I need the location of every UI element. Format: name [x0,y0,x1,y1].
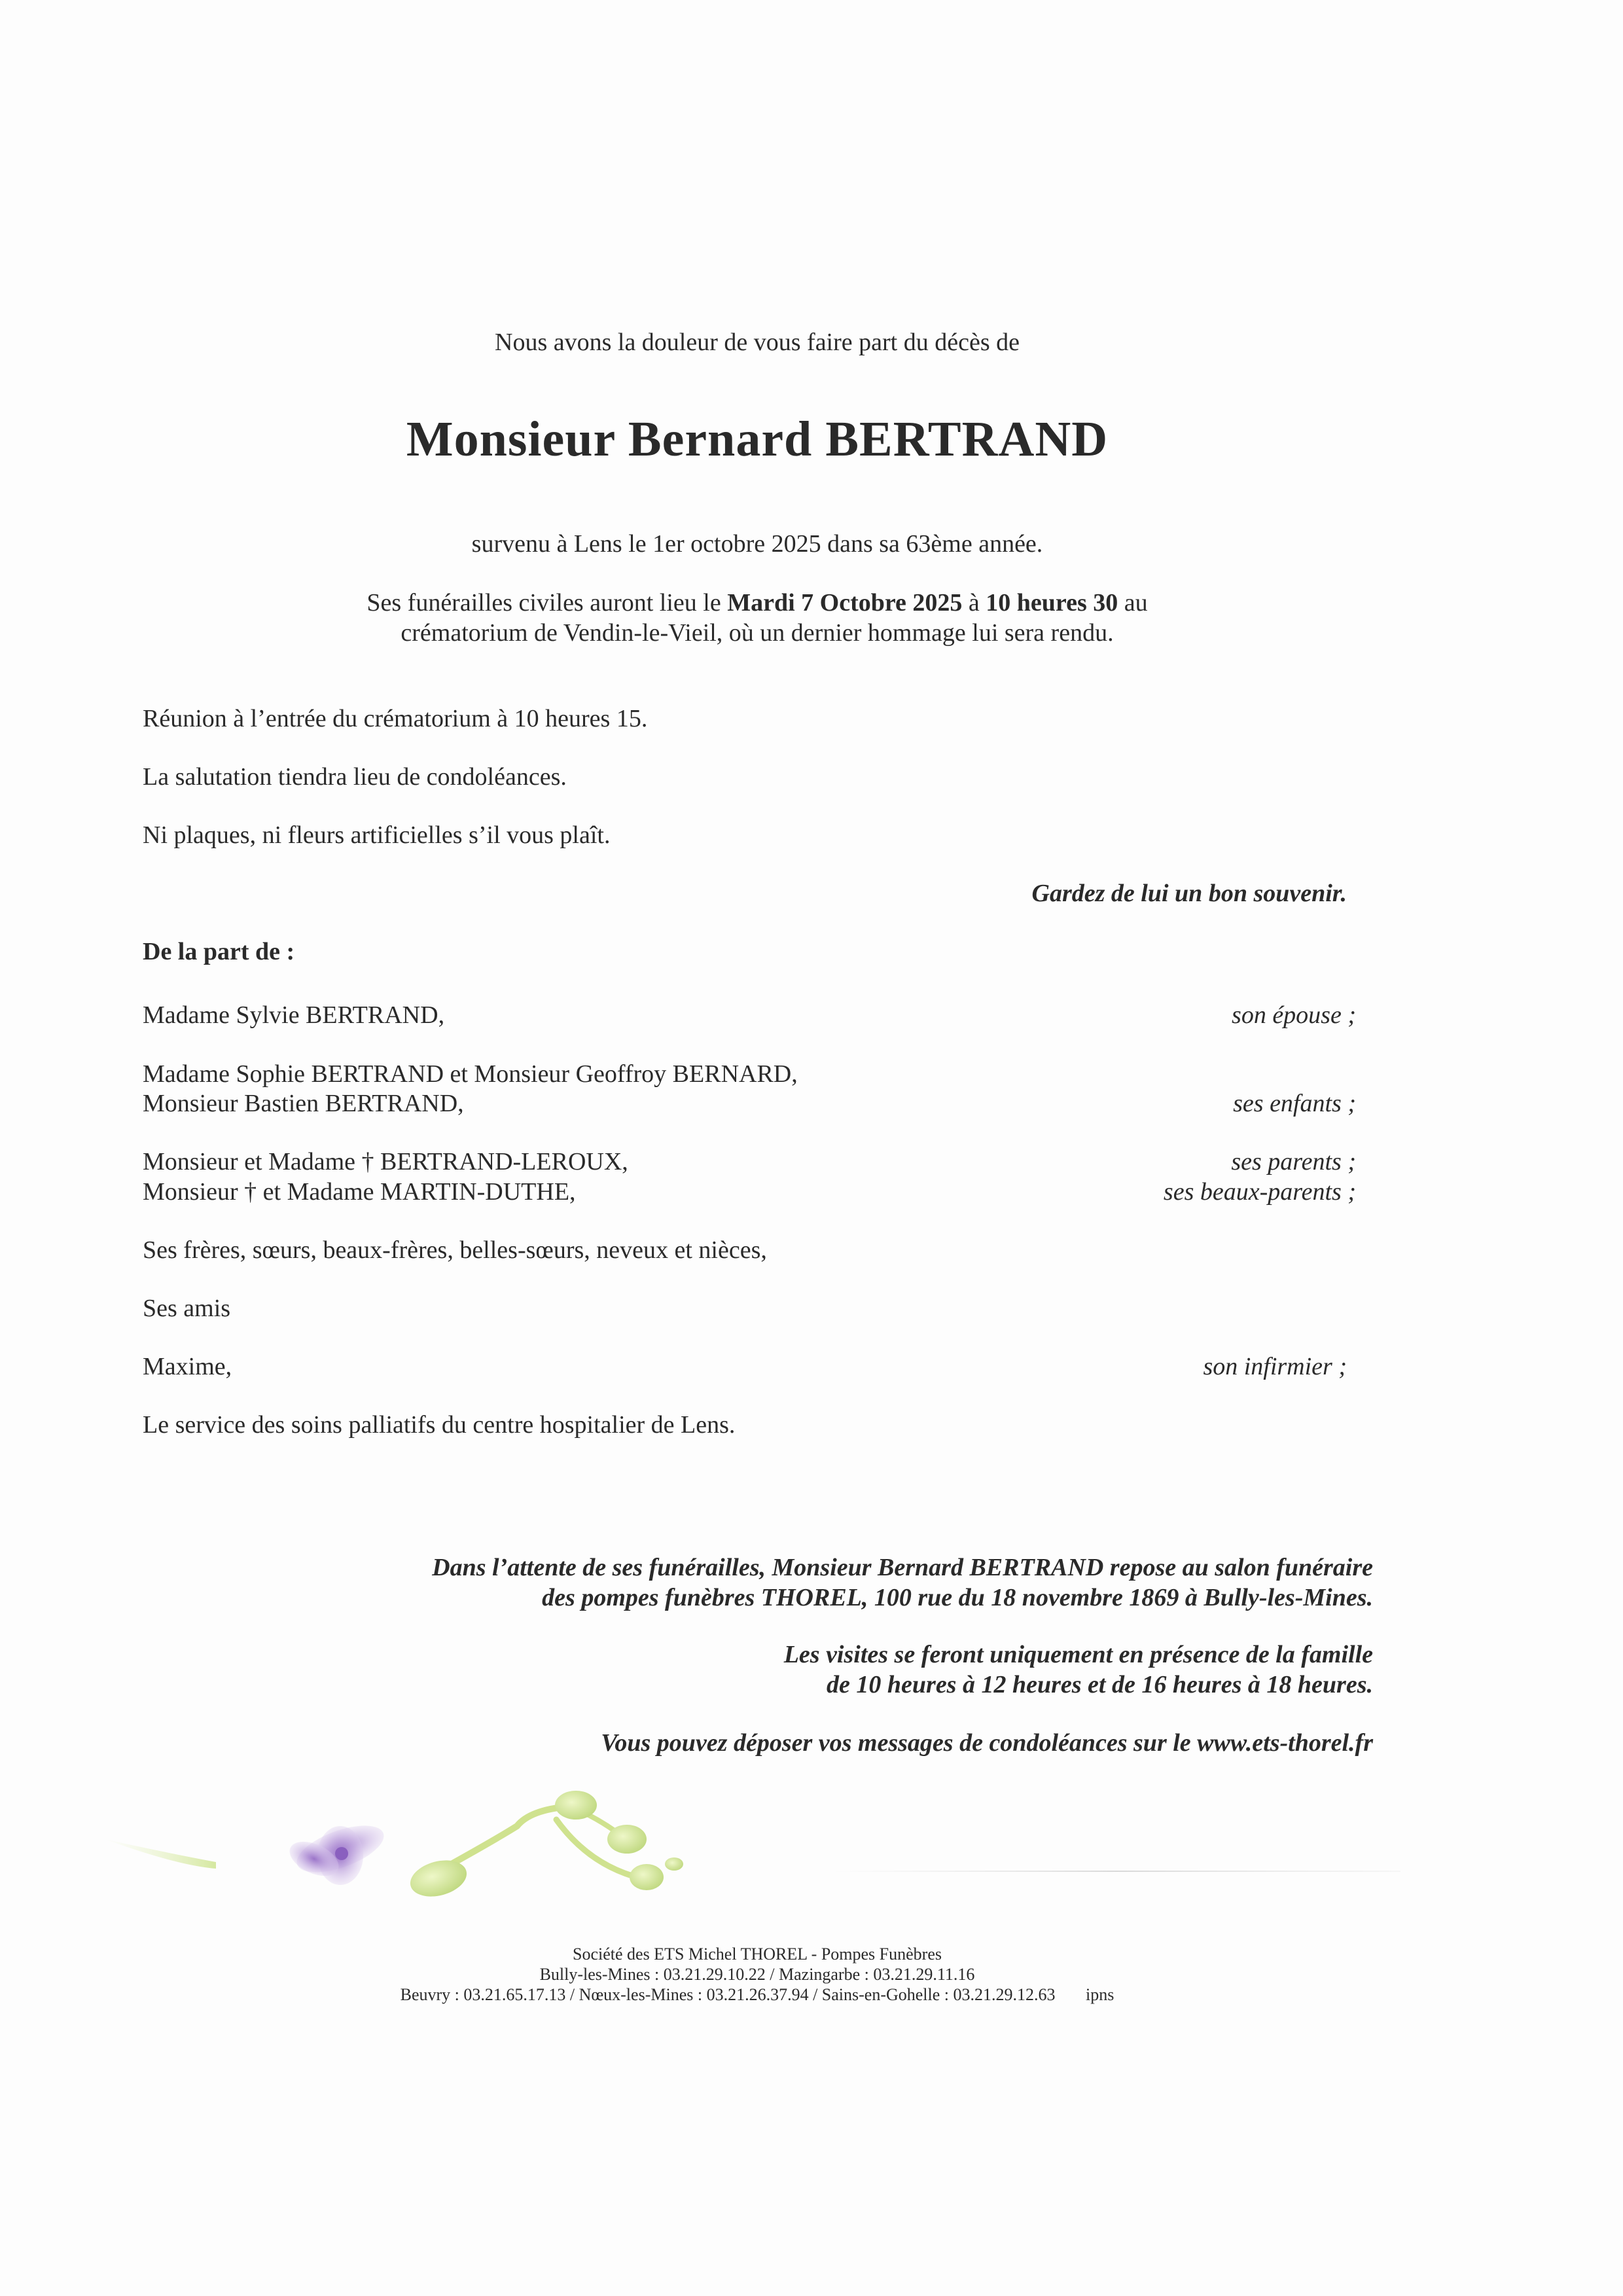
footer-tag: ipns [1086,1985,1115,2004]
nurse-name: Maxime, [143,1353,232,1380]
family-friends: Ses amis [143,1295,231,1322]
bud-3 [607,1825,647,1854]
intro-text: Nous avons la douleur de vous faire part du décès de [495,329,1020,356]
visits-line-1: Les visites se feront uniquement en présence de la famille [783,1641,1373,1668]
children-relation: ses enfants ; [1233,1090,1356,1117]
death-line: survenu à Lens le 1er octobre 2025 dans sa 63ème année. [471,530,1043,558]
note-salutation: La salutation tiendra lieu de condoléances. [143,763,567,791]
family-inlaws [143,1177,1356,1207]
funeral-line-2: crématorium de Vendin-le-Vieil, où un dernier hommage lui sera rendu. [401,619,1114,647]
funeral-mid: à [962,589,986,617]
footer-phones-2 [0,1984,1514,2005]
visits-line-2: de 10 heures à 12 heures et de 16 heures à 18 heures. [827,1671,1373,1698]
divider-line [831,1871,1400,1872]
leaf-stroke [105,1839,216,1869]
note-flowers: Ni plaques, ni fleurs artificielles s’il vous plaît. [143,821,611,849]
footer-phones-1: Bully-les-Mines : 03.21.29.10.22 / Mazingarbe : 03.21.29.11.16 [539,1965,975,1984]
souvenir-text: Gardez de lui un bon souvenir. [1031,880,1347,907]
family-service: Le service des soins palliatifs du centre hospitalier de Lens. [143,1411,736,1439]
funeral-time: 10 heures 30 [986,589,1118,617]
funeral-date: Mardi 7 Octobre 2025 [727,589,963,617]
family-child-1: Madame Sophie BERTRAND et Monsieur Geoffroy BERNARD, [143,1060,798,1088]
inlaws-name: Monsieur † et Madame MARTIN-DUTHE, [143,1178,576,1206]
funeral-suffix: au [1118,589,1148,617]
parents-name: Monsieur et Madame † BERTRAND-LEROUX, [143,1148,628,1175]
condolences-web: Vous pouvez déposer vos messages de condoléances sur le www.ets-thorel.fr [601,1729,1373,1757]
footer-company: Société des ETS Michel THOREL - Pompes Funèbres [573,1945,942,1964]
rest-line-1: Dans l’attente de ses funérailles, Monsieur Bernard BERTRAND repose au salon funéraire [432,1554,1373,1581]
family-nurse [143,1352,1347,1382]
deceased-name: Monsieur Bernard BERTRAND [406,412,1109,467]
rest-line-2: des pompes funèbres THOREL, 100 rue du 18 novembre 1869 à Bully-les-Mines. [542,1584,1373,1611]
bud-4 [630,1864,664,1890]
orchid-decoration [98,1780,1407,1937]
parents-relation: ses parents ; [1231,1148,1356,1175]
inlaws-relation: ses beaux-parents ; [1163,1178,1356,1206]
bud-2 [555,1791,597,1820]
from-label: De la part de : [143,938,295,965]
funeral-line-1 [0,588,1514,618]
wife-relation: son épouse ; [1232,1001,1356,1029]
family-parents [143,1147,1356,1177]
wife-name: Madame Sylvie BERTRAND, [143,1001,445,1029]
footer-phones-2-text: Beuvry : 03.21.65.17.13 / Nœux-les-Mines : 03.21.26.37.94 / Sains-en-Gohelle : 03.21.29.12.63 [400,1985,1056,2004]
family-siblings: Ses frères, sœurs, beaux-frères, belles-sœurs, neveux et nièces, [143,1236,767,1264]
funeral-prefix: Ses funérailles civiles auront lieu le [366,589,728,617]
child2-name: Monsieur Bastien BERTRAND, [143,1090,464,1117]
family-child-2 [143,1088,1356,1119]
nurse-relation: son infirmier ; [1203,1353,1347,1380]
orchid-flower [284,1816,389,1885]
family-wife [143,1000,1356,1030]
note-meeting: Réunion à l’entrée du crématorium à 10 heures 15. [143,705,648,732]
